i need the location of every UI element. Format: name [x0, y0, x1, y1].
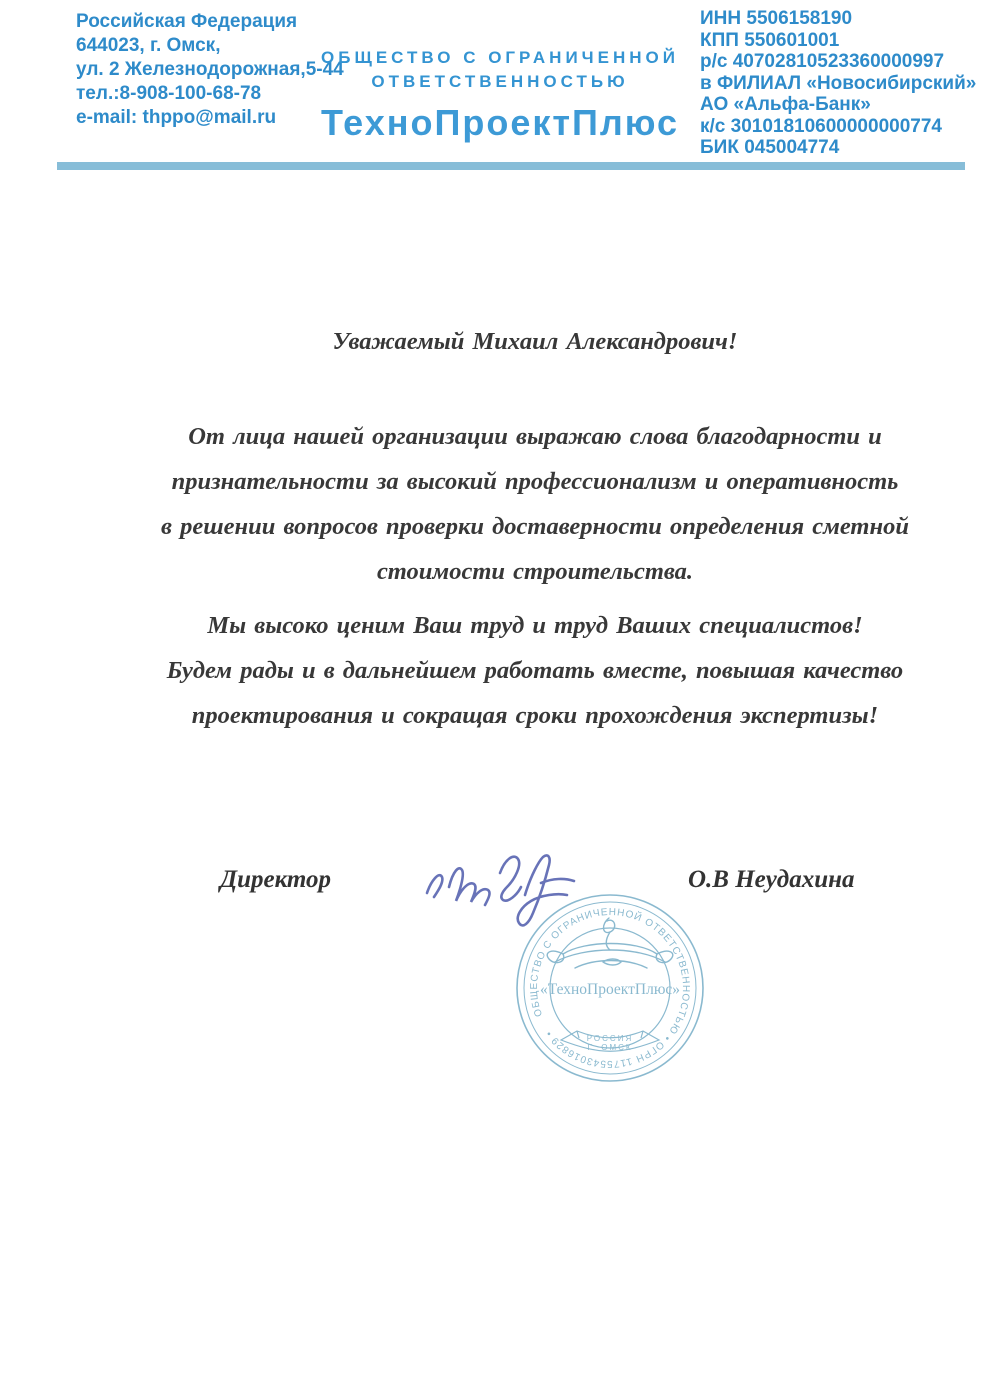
paragraph2-line3: проектирования и сокращая сроки прохождения экспертизы! [191, 702, 879, 729]
header-divider-bar [57, 162, 965, 170]
paragraph2-line2: Будем рады и в дальнейшем работать вместе, повышая качество [166, 657, 904, 684]
paragraph1-line2: признательности за высокий профессионализм и оперативность [171, 468, 899, 495]
bik-line: БИК 045004774 [700, 137, 840, 158]
kpp-line: КПП 550601001 [700, 29, 840, 51]
salutation: Уважаемый Михаил Александрович! [332, 328, 738, 355]
stamp-ribbon-line2: Г. ОМСК [587, 1043, 633, 1052]
sender-address-block [76, 10, 344, 130]
company-name: ТехноПроектПлюс [320, 102, 680, 143]
signer-name: О.В Неудахина [688, 866, 855, 893]
stamp-ribbon-line1: РОССИЯ [586, 1034, 634, 1043]
org-type-line2: ОТВЕТСТВЕННОСТЬЮ [371, 72, 629, 91]
inn-line: ИНН 5506158190 [700, 8, 853, 29]
bank-details-block [700, 8, 976, 159]
sender-city: 644023, г. Омск, [76, 35, 221, 56]
signer-title: Директор [220, 866, 332, 893]
sender-phone: тел.:8-908-100-68-78 [76, 83, 262, 104]
settlement-account-line: р/с 40702810523360000997 [700, 51, 945, 72]
paragraph1-line3: в решении вопросов проверки доставерности определения сметной [161, 513, 909, 540]
bank-name-line: АО «Альфа-Банк» [700, 94, 871, 115]
ornament-stroke [606, 932, 610, 950]
stamp-ring-text: ОБЩЕСТВО С ОГРАНИЧЕННОЙ ОТВЕТСТВЕННОСТЬЮ • ОГРН 1175543016829 • [528, 906, 692, 1070]
sender-country: Российская Федерация [76, 11, 298, 32]
ornament-stroke [547, 951, 564, 963]
signature-stroke [427, 875, 442, 897]
ornament-stroke [563, 944, 657, 955]
paragraph1-line4: стоимости строительства. [376, 558, 694, 585]
org-type-line1: ОБЩЕСТВО С ОГРАНИЧЕННОЙ [321, 48, 679, 67]
bank-branch-line: в ФИЛИАЛ «Новосибирский» [700, 72, 977, 94]
stamp-center-text: «ТехноПроектПлюс» [539, 981, 681, 998]
ornament-stroke [603, 918, 614, 933]
company-stamp [505, 888, 715, 1093]
paragraph1-line1: От лица нашей организации выражаю слова благодарности и [188, 423, 882, 450]
corr-account-line: к/с 30101810600000000774 [700, 115, 942, 137]
paragraph2-line1: Мы высоко ценим Ваш труд и труд Ваших специалистов! [207, 612, 863, 639]
company-name-block [315, 46, 685, 144]
ornament-stroke [656, 951, 673, 963]
sender-street: ул. 2 Железнодорожная,5-44 [76, 59, 344, 80]
signature-stroke [449, 868, 490, 905]
sender-email: e-mail: thppo@mail.ru [76, 107, 277, 128]
